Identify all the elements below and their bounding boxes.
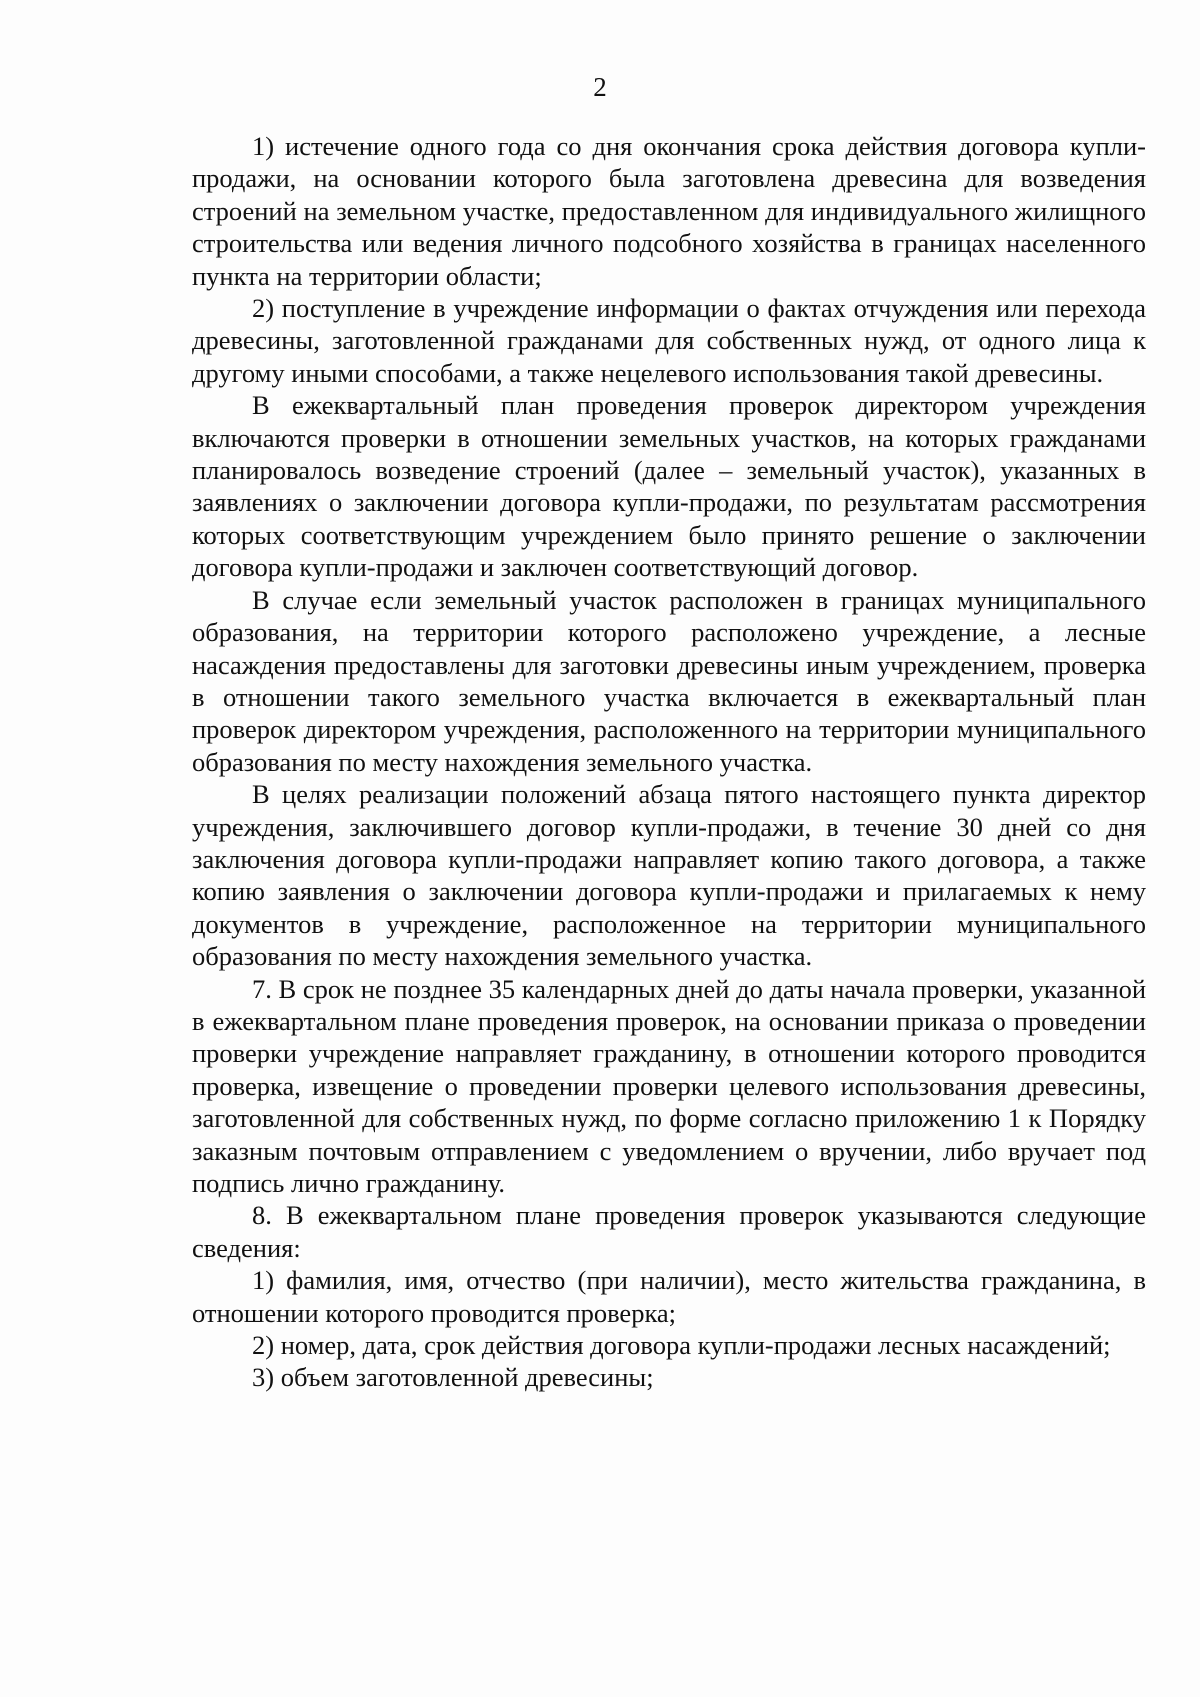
paragraph-clause-7: 7. В срок не позднее 35 календарных дней до даты начала проверки, указанной в ежеквартальном плане проведения проверок, на основании приказа о проведении проверки учреждение направляет гражданину, в отношении которого проводится проверка, извещение о проведении проверки целевого использования древесины, заготовленной для собственных нужд, по форме согласно приложению 1 к Порядку заказным почтовым отправлением с уведомлением о вручении, либо вручает под подпись лично гражданину. (192, 973, 1146, 1198)
paragraph-clause-8-item-3: 3) объем заготовленной древесины; (252, 1362, 654, 1393)
paragraph-clause-8-item-2: 2) номер, дата, срок действия договора купли-продажи лесных насаждений; (252, 1330, 1111, 1361)
paragraph-other-institution: В случае если земельный участок расположен в границах муниципального образования, на территории которого расположено учреждение, а лесные насаждения предоставлены для заготовки древесины иным учреждением, проверка в отношении такого земельного участка включается в ежеквартальный план проверок директором учреждения, расположенного на территории муниципального образования по месту нахождения земельного участка. (192, 584, 1146, 777)
paragraph-clause-8-item-1: 1) фамилия, имя, отчество (при наличии), место жительства гражданина, в отношении которого проводится проверка; (192, 1265, 1146, 1328)
paragraph-item-2-information: 2) поступление в учреждение информации о фактах отчуждения или перехода древесины, заготовленной гражданами для собственных нужд, от одного лица к другому иными способами, а также нецелевого использования такой древесины. (192, 293, 1146, 388)
document-body (192, 130, 1146, 1394)
paragraph-copy-of-contract: В целях реализации положений абзаца пятого настоящего пункта директор учреждения, заключившего договор купли-продажи, в течение 30 дней со дня заключения договора купли-продажи направляет копию такого договора, а также копию заявления о заключении договора купли-продажи и прилагаемых к нему документов в учреждение, расположенное на территории муниципального образования по месту нахождения земельного участка. (192, 779, 1146, 972)
paragraph-clause-8: 8. В ежеквартальном плане проведения проверок указываются следующие сведения: (192, 1200, 1146, 1263)
paragraph-quarterly-plan: В ежеквартальный план проведения проверок директором учреждения включаются проверки в отношении земельных участков, на которых гражданами планировалось возведение строений (далее – земельный участок), указанных в заявлениях о заключении договора купли-продажи, по результатам рассмотрения которых соответствующим учреждением было принято решение о заключении договора купли-продажи и заключен соответствующий договор. (192, 390, 1146, 583)
page-number: 2 (593, 72, 607, 102)
paragraph-item-1-expiry: 1) истечение одного года со дня окончания срока действия договора купли-продажи, на основании которого была заготовлена древесина для возведения строений на земельном участке, предоставленном для индивидуального жилищного строительства или ведения личного подсобного хозяйства в границах населенного пункта на территории области; (192, 131, 1146, 291)
